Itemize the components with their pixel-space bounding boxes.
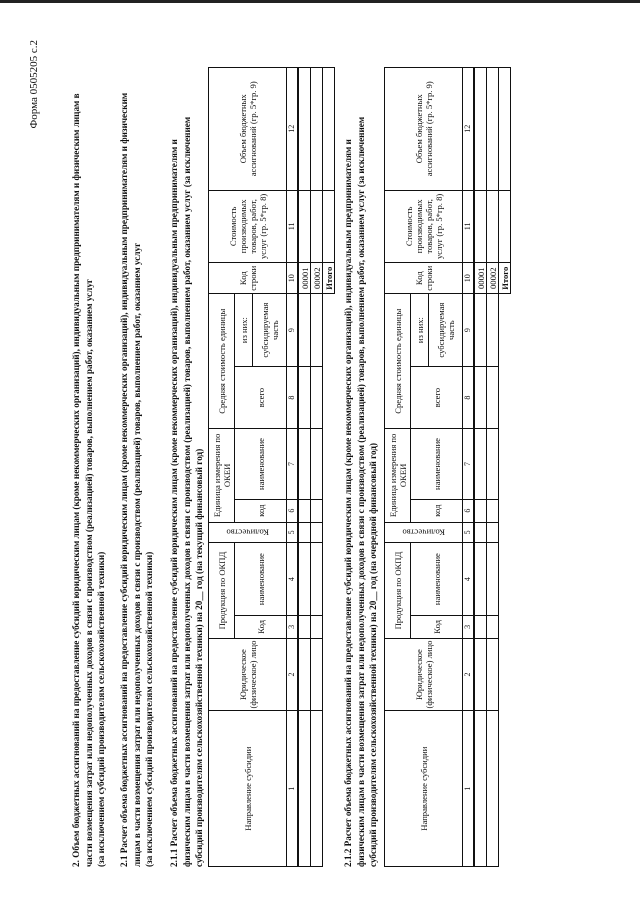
col-number: 8 xyxy=(287,366,299,428)
header-avg-cost: Средняя стоимость единицы xyxy=(209,294,235,429)
header-okpd-name: наименование xyxy=(235,543,287,616)
table-2-1-1 xyxy=(208,67,335,867)
header-direction: Направление субсидии xyxy=(209,711,287,867)
col-number: 8 xyxy=(463,366,475,428)
header-okpd: Продукция по ОКПД xyxy=(385,543,411,638)
header-okpd-name: наименование xyxy=(411,543,463,616)
col-number: 5 xyxy=(287,522,299,543)
col-number: 4 xyxy=(287,543,299,616)
table-row xyxy=(298,68,311,867)
header-okei: Единица измерения по ОКЕИ xyxy=(385,429,411,522)
header-avg-total: всего xyxy=(235,366,287,428)
total-label: Итого xyxy=(499,263,511,294)
col-number: 3 xyxy=(463,615,475,638)
table-row xyxy=(311,68,323,867)
section-2-1-1-heading: 2.1.1 Расчет объема бюджетных ассигнований на предоставление субсидий юридическим лицам (кроме некоммерческих организаций), индивидуальным предпринимателям и физическим лицам в части возмещения затрат или недополученных доходов в связи с производством (реализацией) товаров, выполнением работ, оказанием услуг (за исключением субсидий производителям сельскохозяйственной техники) на 20__ год (на текущий финансовый год) xyxy=(169,116,204,867)
row-code: 00002 xyxy=(311,263,323,294)
table-2-1-2 xyxy=(384,67,511,867)
header-prod-cost: Стоимость производимых товаров, работ, услуг (гр. 5*гр. 8) xyxy=(385,190,463,263)
header-avg-cost: Средняя стоимость единицы xyxy=(385,294,411,429)
col-number: 7 xyxy=(287,429,299,500)
col-number: 10 xyxy=(287,263,299,294)
header-budget: Объем бюджетных ассигнований (гр. 5*гр. 9) xyxy=(209,68,287,191)
col-number: 1 xyxy=(463,711,475,867)
col-number: 3 xyxy=(287,615,299,638)
header-direction: Направление субсидии xyxy=(385,711,463,867)
row-code: 00002 xyxy=(487,263,499,294)
total-row xyxy=(323,68,335,867)
form-number: Форма 0505205 с.2 xyxy=(28,40,40,129)
section-2-heading: 2. Объем бюджетных ассигнований на предоставление субсидий юридическим лицам (кроме некоммерческих организаций), индивидуальным предпринимателям и физическим лицам в части возмещения затрат или недополученных доходов в связи с производством (реализацией) товаров, выполнением работ, оказанием услуг (за исключением субсидий производителям сельскохозяйственной техники) xyxy=(71,93,106,867)
header-of-which: из них: xyxy=(235,294,253,367)
header-quantity: Количество xyxy=(385,522,463,543)
col-number: 5 xyxy=(463,522,475,543)
col-number: 1 xyxy=(287,711,299,867)
header-okei-code: код xyxy=(235,499,287,522)
header-okpd-code: Код xyxy=(235,615,287,638)
row-code: 00001 xyxy=(298,263,311,294)
header-budget: Объем бюджетных ассигнований (гр. 5*гр. 9) xyxy=(385,68,463,191)
col-number: 2 xyxy=(287,638,299,711)
row-code: 00001 xyxy=(474,263,487,294)
col-number: 4 xyxy=(463,543,475,616)
header-okei: Единица измерения по ОКЕИ xyxy=(209,429,235,522)
header-quantity: Количество xyxy=(209,522,287,543)
table-row xyxy=(487,68,499,867)
table-row xyxy=(474,68,487,867)
header-okei-name: наименование xyxy=(411,429,463,500)
header-okpd: Продукция по ОКПД xyxy=(209,543,235,638)
col-number: 6 xyxy=(287,499,299,522)
col-number: 7 xyxy=(463,429,475,500)
col-number: 11 xyxy=(287,190,299,263)
header-okpd-code: Код xyxy=(411,615,463,638)
col-number: 12 xyxy=(287,68,299,191)
header-subsidized: субсидируемая часть xyxy=(253,294,287,367)
header-subsidized: субсидируемая часть xyxy=(429,294,463,367)
col-number: 12 xyxy=(463,68,475,191)
section-2-1-2-heading: 2.1.2 Расчет объема бюджетных ассигнований на предоставление субсидий юридическим лицам (кроме некоммерческих организаций), индивидуальным предпринимателям и физическим лицам в части возмещения затрат или недополученных доходов в связи с производством (реализацией) товаров, выполнением работ, оказанием услуг (за исключением субсидий производителям сельскохозяйственной техники) на 20__ год (на очередной финансовый год) xyxy=(343,116,378,867)
col-number: 9 xyxy=(463,294,475,367)
header-legal-person: Юридическое (физическое) лицо xyxy=(209,638,287,711)
header-of-which: из них: xyxy=(411,294,429,367)
section-2-1-heading: 2.1 Расчет объема бюджетных ассигнований на предоставление субсидий юридическим лицам (кроме некоммерческих организаций), индивидуальным предпринимателям и физическим лицам в части возмещения затрат или недополученных доходов в связи с производством (реализацией) товаров, выполнением работ, оказанием услуг (за исключением субсидий производителям сельскохозяйственной техники) xyxy=(119,92,154,867)
col-number: 2 xyxy=(463,638,475,711)
header-okei-name: наименование xyxy=(235,429,287,500)
header-avg-total: всего xyxy=(411,366,463,428)
total-row xyxy=(499,68,511,867)
col-number: 6 xyxy=(463,499,475,522)
header-row-code: Код строки xyxy=(209,263,287,294)
col-number: 9 xyxy=(287,294,299,367)
header-legal-person: Юридическое (физическое) лицо xyxy=(385,638,463,711)
col-number: 10 xyxy=(463,263,475,294)
col-number: 11 xyxy=(463,190,475,263)
header-okei-code: код xyxy=(411,499,463,522)
header-prod-cost: Стоимость производимых товаров, работ, услуг (гр. 5*гр. 8) xyxy=(209,190,287,263)
total-label: Итого xyxy=(323,263,335,294)
header-row-code: Код строки xyxy=(385,263,463,294)
